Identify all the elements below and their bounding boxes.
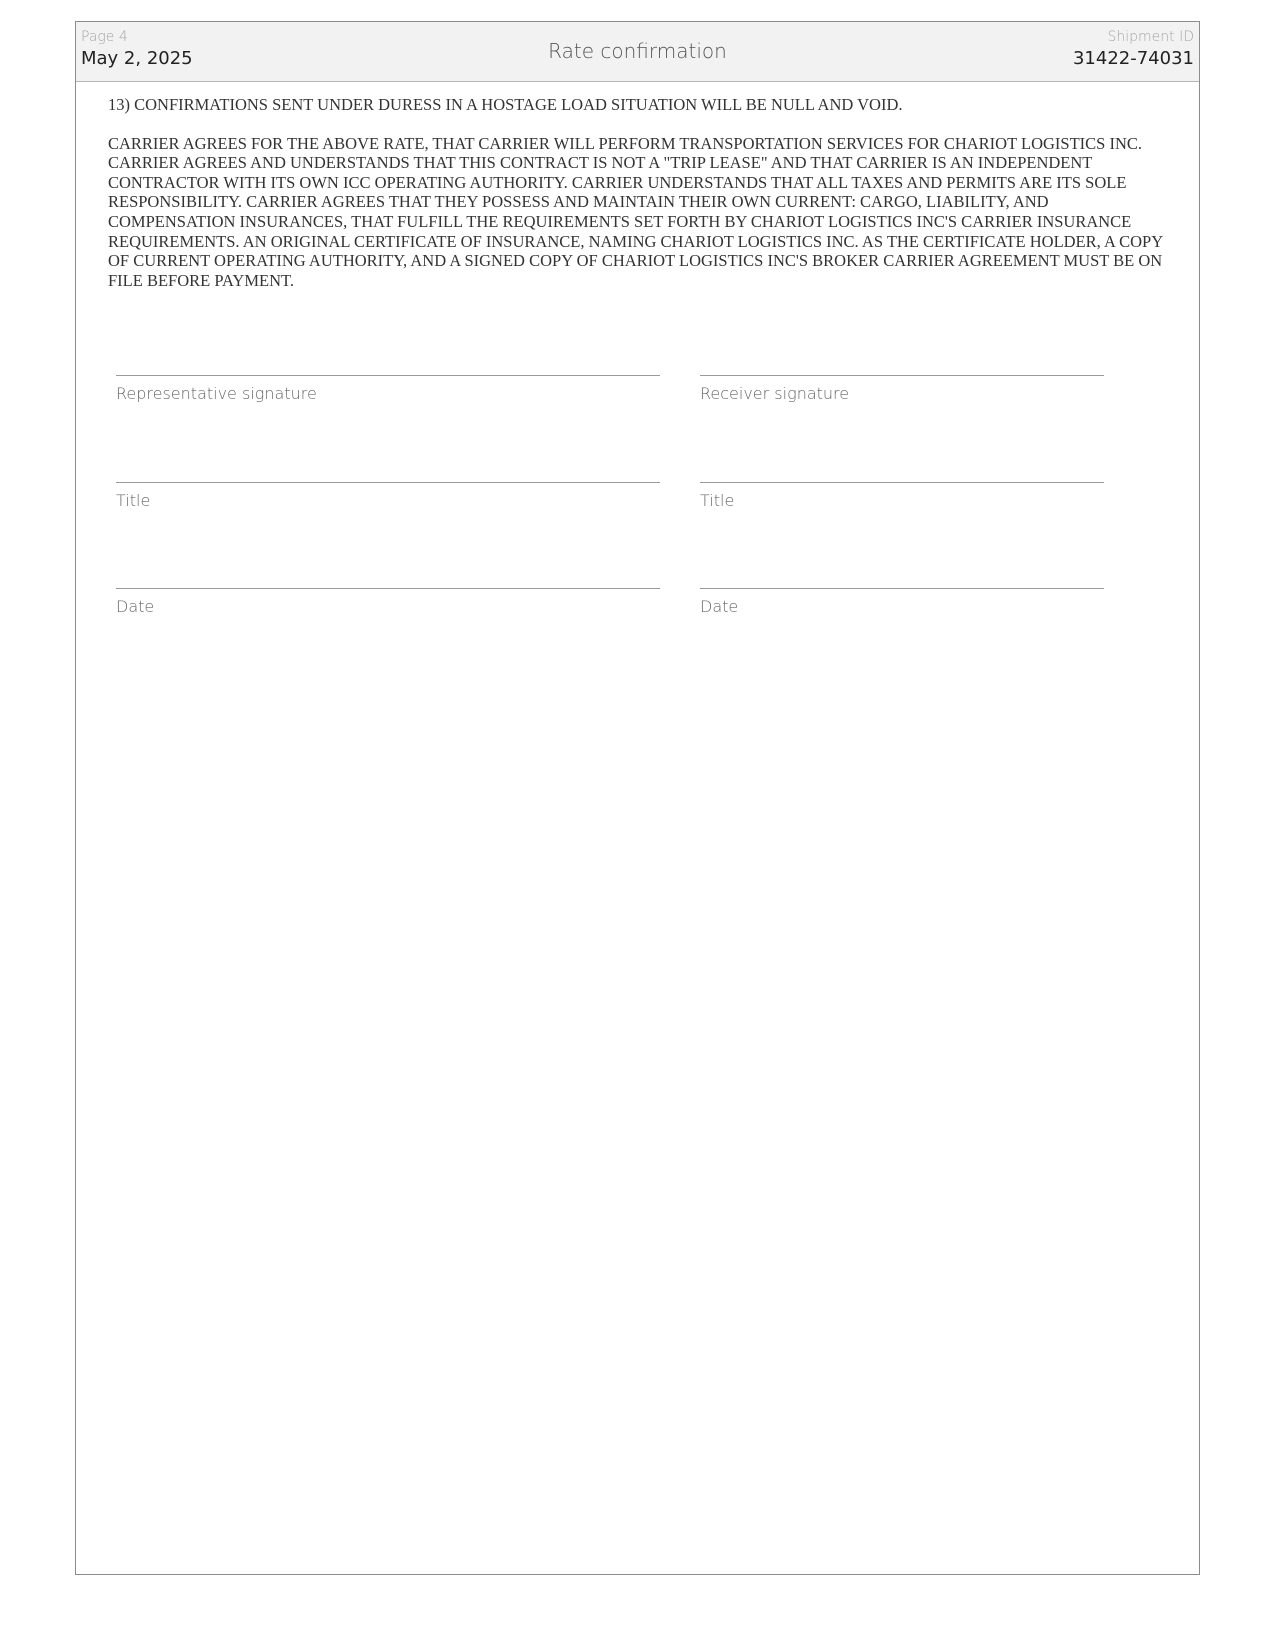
page-header xyxy=(76,22,1199,82)
representative-date-label: Date xyxy=(116,597,155,616)
representative-date-block xyxy=(116,588,660,617)
clause-13: 13) CONFIRMATIONS SENT UNDER DURESS IN A HOSTAGE LOAD SITUATION WILL BE NULL AND VOID. xyxy=(108,95,903,114)
shipment-id-label: Shipment ID xyxy=(1107,29,1194,45)
receiver-title-line[interactable] xyxy=(700,482,1104,483)
terms-section xyxy=(108,95,1178,290)
representative-signature-label: Representative signature xyxy=(116,384,317,403)
page-number: Page 4 xyxy=(81,29,128,45)
receiver-signature-block xyxy=(700,375,1104,404)
shipment-id-value: 31422-74031 xyxy=(1072,48,1194,69)
representative-signature-block xyxy=(116,375,660,404)
document-date: May 2, 2025 xyxy=(81,48,193,69)
representative-title-block xyxy=(116,482,660,511)
carrier-agreement-paragraph: CARRIER AGREES FOR THE ABOVE RATE, THAT CARRIER WILL PERFORM TRANSPORTATION SERVICES FOR CHARIOT LOGISTICS INC. CARRIER AGREES AND UNDERSTANDS THAT THIS CONTRACT IS NOT A "TRIP LEASE" AND THAT CARRIER IS AN INDEPENDENT CONTRACTOR WITH ITS OWN ICC OPERATING AUTHORITY. CARRIER UNDERSTANDS THAT ALL TAXES AND PERMITS ARE ITS SOLE RESPONSIBILITY. CARRIER AGREES THAT THEY POSSESS AND MAINTAIN THEIR OWN CURRENT: CARGO, LIABILITY, AND COMPENSATION INSURANCES, THAT FULFILL THE REQUIREMENTS SET FORTH BY CHARIOT LOGISTICS INC'S CARRIER INSURANCE REQUIREMENTS. AN ORIGINAL CERTIFICATE OF INSURANCE, NAMING CHARIOT LOGISTICS INC. AS THE CERTIFICATE HOLDER, A COPY OF CURRENT OPERATING AUTHORITY, AND A SIGNED COPY OF CHARIOT LOGISTICS INC'S BROKER CARRIER AGREEMENT MUST BE ON FILE BEFORE PAYMENT. xyxy=(108,133,1163,290)
representative-date-line[interactable] xyxy=(116,588,660,589)
receiver-date-block xyxy=(700,588,1104,617)
representative-title-line[interactable] xyxy=(116,482,660,483)
document-page xyxy=(75,21,1200,1575)
receiver-title-block xyxy=(700,482,1104,511)
representative-signature-line[interactable] xyxy=(116,375,660,376)
receiver-date-label: Date xyxy=(700,597,739,616)
receiver-signature-line[interactable] xyxy=(700,375,1104,376)
receiver-title-label: Title xyxy=(700,491,735,510)
receiver-date-line[interactable] xyxy=(700,588,1104,589)
header-right xyxy=(1073,28,1194,71)
document-title: Rate confirmation xyxy=(548,39,727,63)
representative-title-label: Title xyxy=(116,491,151,510)
receiver-signature-label: Receiver signature xyxy=(700,384,850,403)
